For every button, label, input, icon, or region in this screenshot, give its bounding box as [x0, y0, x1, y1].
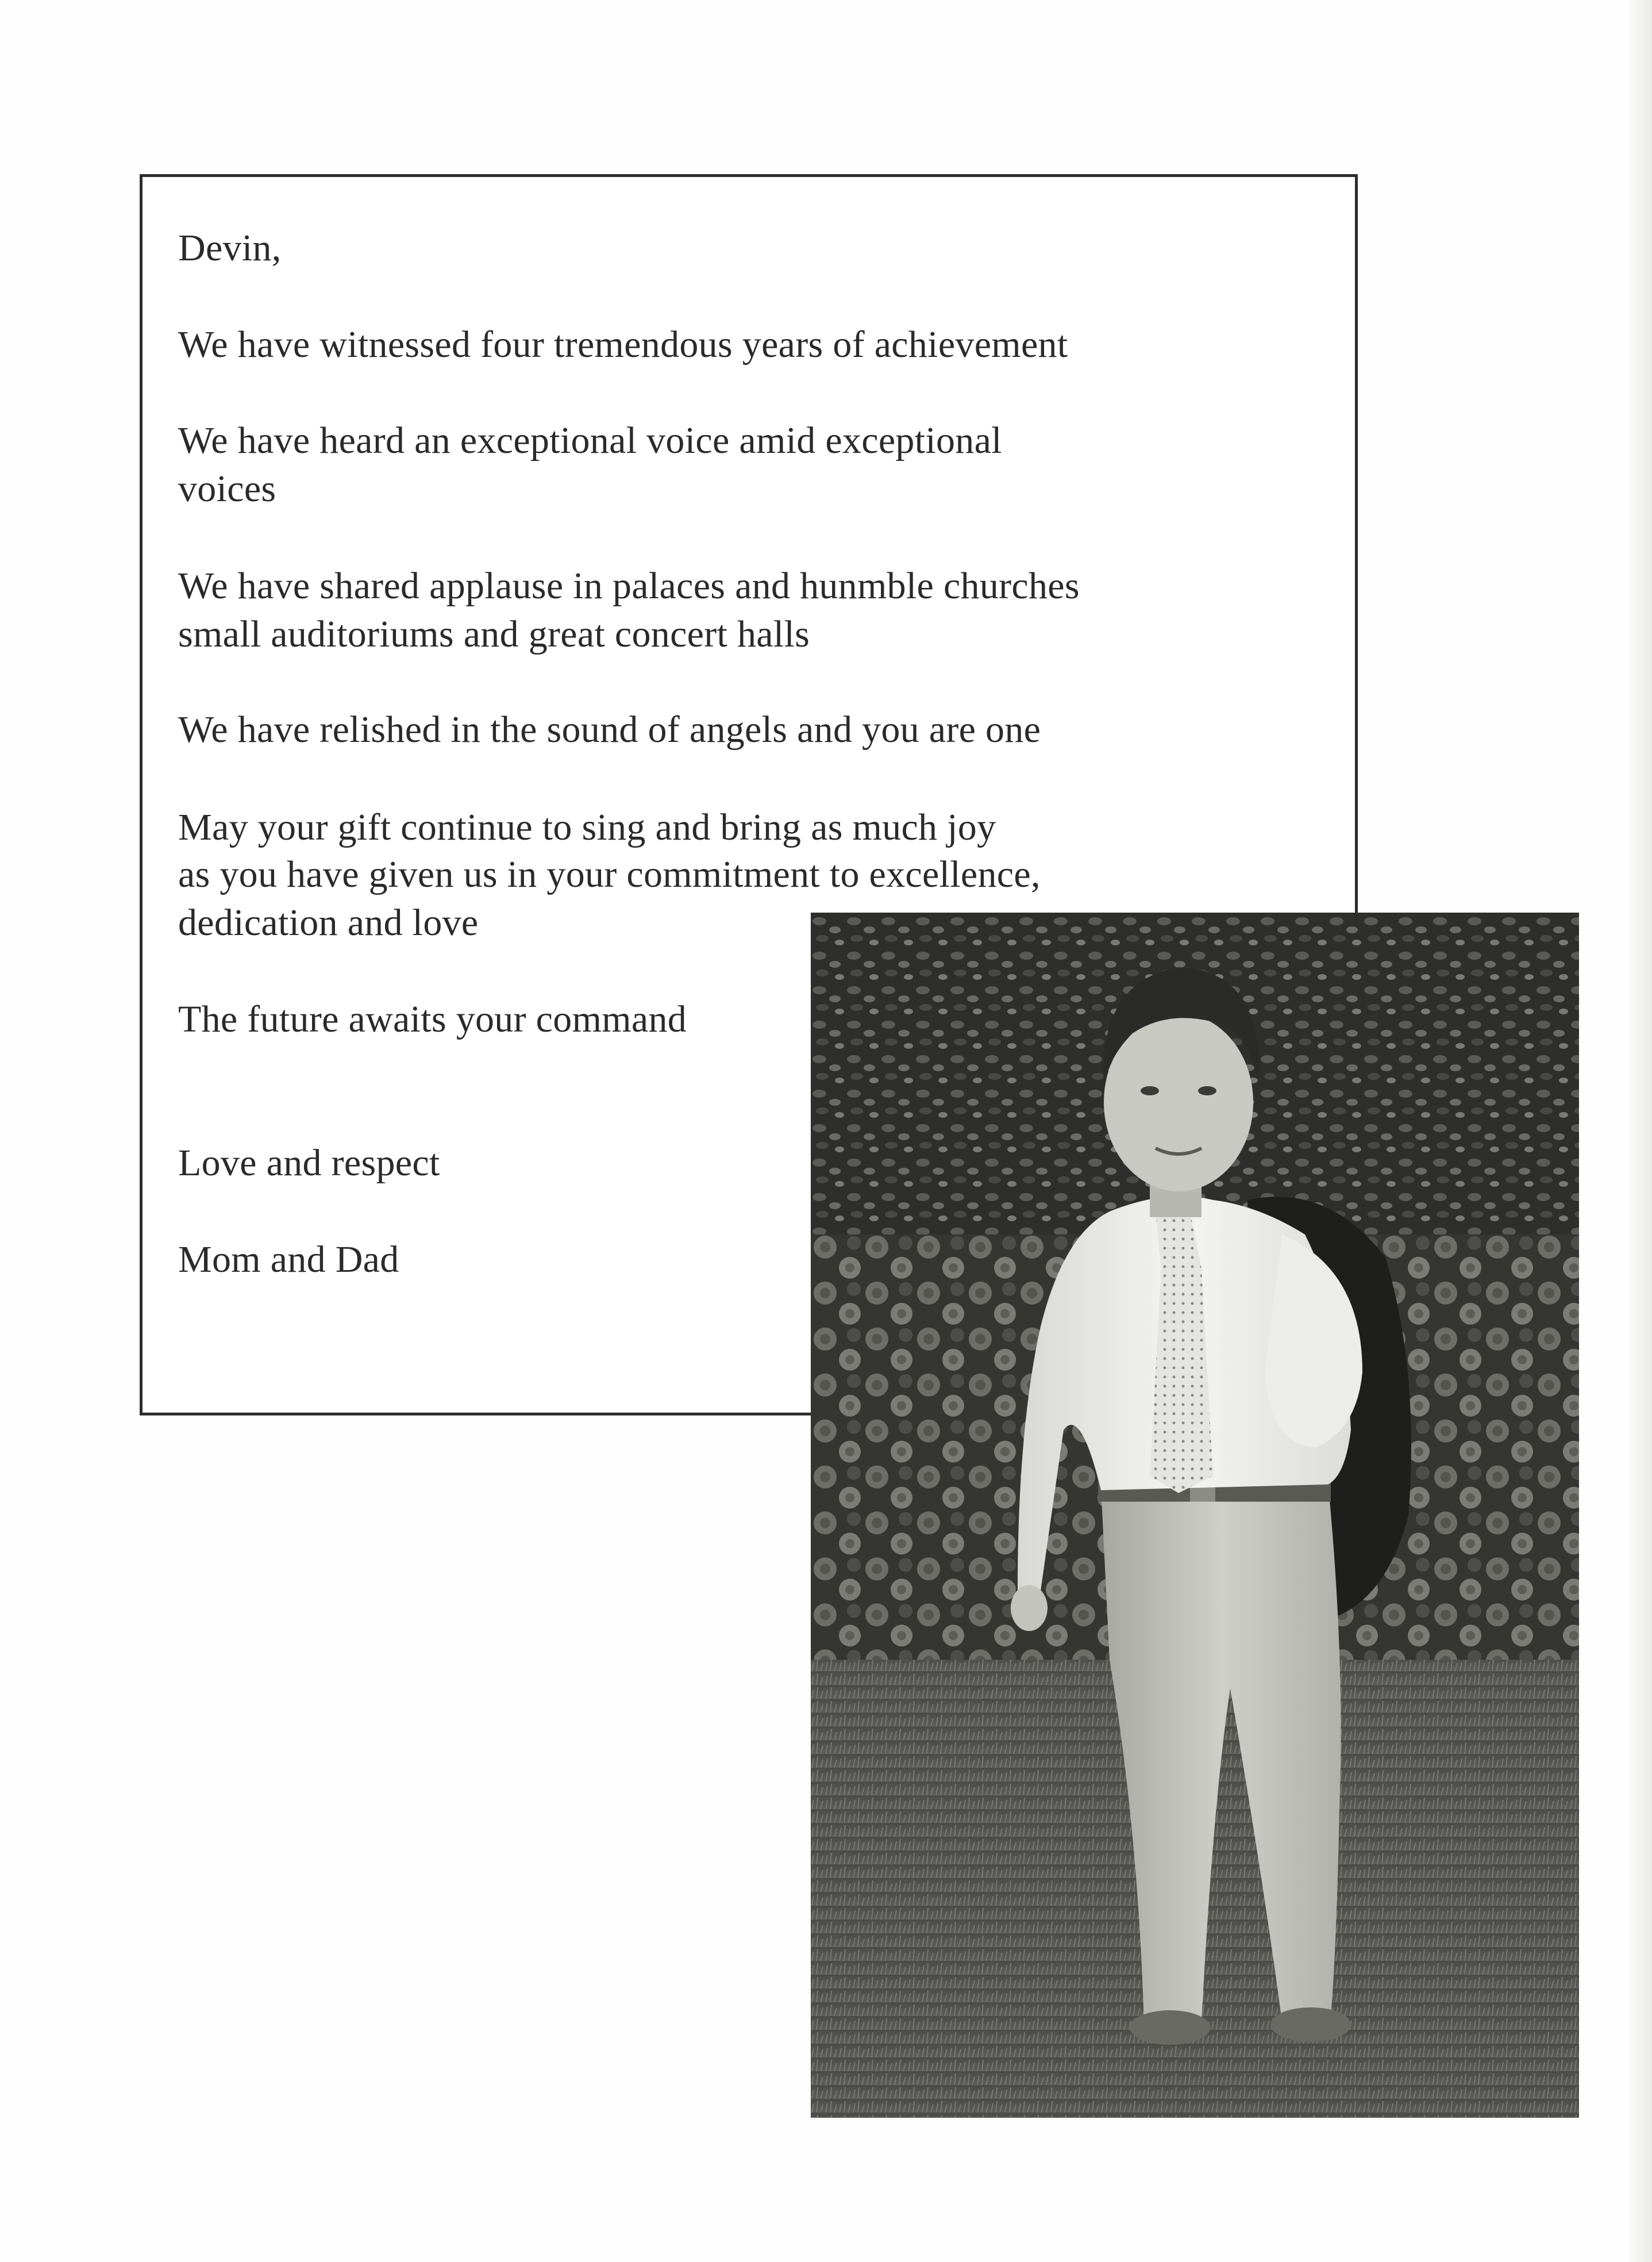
letter-paragraph-3-line-1: We have shared applause in palaces and hunmble churches [178, 565, 1080, 607]
letter-paragraph-2-line-2: voices [178, 468, 276, 510]
letter-paragraph-2-line-1: We have heard an exceptional voice amid exceptional [178, 420, 1002, 461]
letter-paragraph-3-line-2: small auditoriums and great concert halls [178, 613, 810, 655]
page-edge [1629, 0, 1652, 2262]
letter-salutation: Devin, [178, 227, 282, 269]
letter-closing: Love and respect [178, 1142, 440, 1184]
letter-signature: Mom and Dad [178, 1238, 399, 1280]
letter-paragraph-6: The future awaits your command [178, 998, 687, 1040]
letter-paragraph-4: We have relished in the sound of angels and you are one [178, 709, 1041, 751]
boy-photo [811, 913, 1579, 2118]
letter-paragraph-5-line-2: as you have given us in your commitment to excellence, [178, 853, 1041, 895]
letter-paragraph-1: We have witnessed four tremendous years of achievement [178, 324, 1068, 366]
letter-paragraph-5-line-3: dedication and love [178, 902, 479, 944]
letter-paragraph-5-line-1: May your gift continue to sing and bring as much joy [178, 806, 996, 848]
